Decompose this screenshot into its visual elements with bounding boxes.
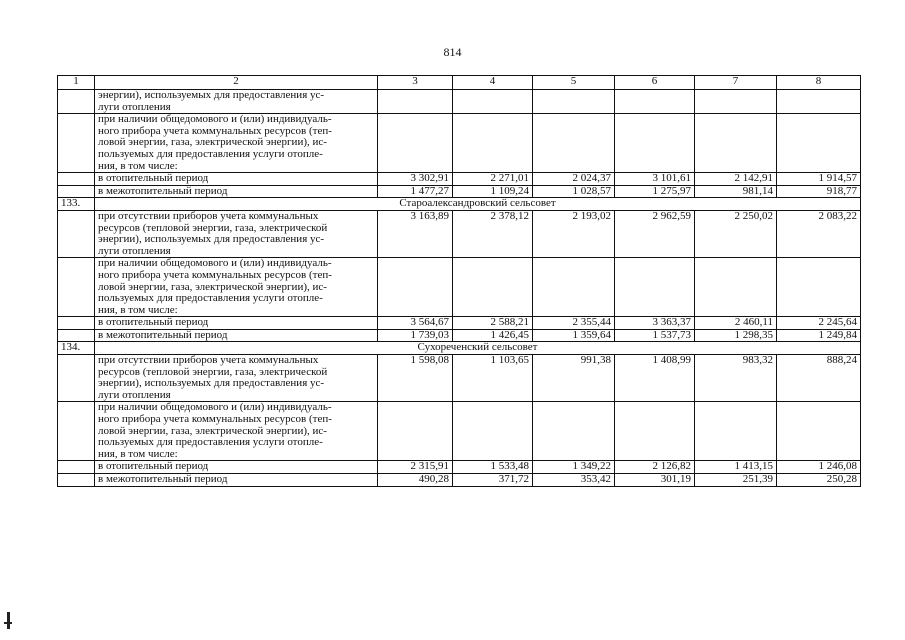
value-cell: 888,24	[777, 355, 861, 402]
value-cell: 1 109,24	[453, 185, 533, 198]
value-cell: 1 359,64	[533, 329, 615, 342]
row-description	[95, 402, 378, 461]
value-cell: 991,38	[533, 355, 615, 402]
description-line: энергии), используемых для предоставления ус-	[98, 89, 325, 101]
description-line: ловой энергии, газа, электрической энергии), ис-	[98, 280, 327, 293]
value-cell	[695, 402, 777, 461]
description-line: пользуемых для предоставления услуги отопле-	[98, 147, 323, 160]
description-line: луги отопления	[98, 244, 171, 257]
value-cell: 2 024,37	[533, 173, 615, 186]
row-description	[95, 173, 378, 186]
table-row	[58, 355, 861, 402]
value-cell: 3 564,67	[378, 317, 453, 330]
table-row	[58, 474, 861, 487]
row-index-cell	[58, 185, 95, 198]
value-cell	[615, 90, 695, 114]
value-cell	[378, 258, 453, 317]
value-cell	[615, 402, 695, 461]
value-cell	[615, 114, 695, 173]
row-index-cell	[58, 461, 95, 474]
value-cell	[453, 90, 533, 114]
row-description	[95, 185, 378, 198]
value-cell	[533, 402, 615, 461]
value-cell	[453, 402, 533, 461]
value-cell	[695, 258, 777, 317]
description-line: ловой энергии, газа, электрической энергии), ис-	[98, 136, 327, 149]
scan-edge-tick	[4, 622, 12, 624]
value-cell: 2 378,12	[453, 210, 533, 257]
value-cell	[695, 90, 777, 114]
column-header: 1	[58, 76, 95, 90]
row-description	[95, 329, 378, 342]
description-line: ного прибора учета коммунальных ресурсов (теп-	[98, 124, 332, 137]
value-cell: 983,32	[695, 355, 777, 402]
value-cell: 2 315,91	[378, 461, 453, 474]
row-index-cell	[58, 355, 95, 402]
value-cell: 371,72	[453, 474, 533, 487]
description-line: луги отопления	[98, 100, 171, 113]
section-row	[58, 198, 861, 211]
row-index-cell	[58, 114, 95, 173]
section-title: Сухореченский сельсовет	[95, 342, 861, 355]
description-line: ния, в том числе:	[98, 303, 178, 316]
column-header-row	[58, 76, 861, 90]
value-cell	[615, 258, 695, 317]
table-row	[58, 114, 861, 173]
value-cell: 2 460,11	[695, 317, 777, 330]
value-cell: 250,28	[777, 474, 861, 487]
description-line: ния, в том числе:	[98, 159, 178, 172]
value-cell: 3 101,61	[615, 173, 695, 186]
value-cell: 2 126,82	[615, 461, 695, 474]
value-cell	[777, 402, 861, 461]
value-cell: 2 142,91	[695, 173, 777, 186]
value-cell	[777, 90, 861, 114]
row-description	[95, 114, 378, 173]
row-description	[95, 210, 378, 257]
row-description	[95, 258, 378, 317]
row-index-cell	[58, 173, 95, 186]
column-header: 8	[777, 76, 861, 90]
description-line: при наличии общедомового и (или) индивидуаль-	[98, 401, 332, 414]
value-cell	[453, 114, 533, 173]
column-header: 6	[615, 76, 695, 90]
description-line: луги отопления	[98, 388, 171, 401]
table-body	[58, 76, 861, 487]
column-header: 5	[533, 76, 615, 90]
table-row	[58, 329, 861, 342]
description-line: ловой энергии, газа, электрической энергии), ис-	[98, 424, 327, 437]
row-index-cell	[58, 474, 95, 487]
row-description	[95, 461, 378, 474]
description-line: пользуемых для предоставления услуги отопле-	[98, 292, 323, 305]
value-cell: 353,42	[533, 474, 615, 487]
value-cell: 3 363,37	[615, 317, 695, 330]
value-cell: 2 588,21	[453, 317, 533, 330]
description-line: в межотопительный период	[98, 329, 228, 341]
value-cell: 1 533,48	[453, 461, 533, 474]
value-cell: 1 426,45	[453, 329, 533, 342]
description-line: энергии), используемых для предоставления ус-	[98, 233, 325, 246]
value-cell: 1 408,99	[615, 355, 695, 402]
value-cell	[777, 258, 861, 317]
value-cell: 2 271,01	[453, 173, 533, 186]
value-cell: 3 163,89	[378, 210, 453, 257]
description-line: в отопительный период	[98, 316, 209, 329]
value-cell: 1 349,22	[533, 461, 615, 474]
description-line: при наличии общедомового и (или) индивидуаль-	[98, 113, 332, 126]
value-cell: 1 598,08	[378, 355, 453, 402]
description-line: ного прибора учета коммунальных ресурсов (теп-	[98, 413, 332, 426]
section-title: Староалександровский сельсовет	[95, 198, 861, 211]
value-cell: 3 302,91	[378, 173, 453, 186]
section-index: 134.	[58, 342, 95, 355]
description-line: при наличии общедомового и (или) индивидуаль-	[98, 257, 332, 270]
value-cell: 2 962,59	[615, 210, 695, 257]
description-line: пользуемых для предоставления услуги отопле-	[98, 436, 323, 449]
description-line: в межотопительный период	[98, 185, 228, 197]
value-cell	[777, 114, 861, 173]
row-description	[95, 90, 378, 114]
value-cell: 2 245,64	[777, 317, 861, 330]
value-cell: 490,28	[378, 474, 453, 487]
table-row	[58, 258, 861, 317]
column-header: 2	[95, 76, 378, 90]
table-row	[58, 402, 861, 461]
value-cell: 301,19	[615, 474, 695, 487]
table-row	[58, 185, 861, 198]
value-cell: 2 250,02	[695, 210, 777, 257]
value-cell	[533, 114, 615, 173]
row-index-cell	[58, 317, 95, 330]
description-line: при отсутствии приборов учета коммунальных	[98, 354, 319, 367]
value-cell: 2 193,02	[533, 210, 615, 257]
table-row	[58, 173, 861, 186]
value-cell	[378, 402, 453, 461]
value-cell	[378, 90, 453, 114]
row-description	[95, 355, 378, 402]
section-index: 133.	[58, 198, 95, 211]
description-line: ния, в том числе:	[98, 447, 178, 460]
scan-edge-mark	[7, 612, 10, 629]
value-cell: 918,77	[777, 185, 861, 198]
description-line: ресурсов (тепловой энергии, газа, электрической	[98, 365, 328, 378]
table-row	[58, 461, 861, 474]
description-line: в межотопительный период	[98, 473, 228, 485]
row-index-cell	[58, 402, 95, 461]
value-cell: 981,14	[695, 185, 777, 198]
row-index-cell	[58, 329, 95, 342]
table-row	[58, 210, 861, 257]
description-line: ного прибора учета коммунальных ресурсов (теп-	[98, 268, 332, 281]
section-row	[58, 342, 861, 355]
value-cell: 1 914,57	[777, 173, 861, 186]
value-cell: 1 298,35	[695, 329, 777, 342]
row-index-cell	[58, 90, 95, 114]
value-cell: 1 103,65	[453, 355, 533, 402]
description-line: в отопительный период	[98, 172, 209, 185]
value-cell: 1 477,27	[378, 185, 453, 198]
description-line: ресурсов (тепловой энергии, газа, электрической	[98, 221, 328, 234]
value-cell	[533, 90, 615, 114]
value-cell: 1 413,15	[695, 461, 777, 474]
page-number: 814	[443, 45, 462, 59]
description-line: в отопительный период	[98, 460, 209, 473]
row-index-cell	[58, 210, 95, 257]
value-cell	[453, 258, 533, 317]
value-cell: 1 275,97	[615, 185, 695, 198]
value-cell	[378, 114, 453, 173]
value-cell: 1 739,03	[378, 329, 453, 342]
value-cell: 251,39	[695, 474, 777, 487]
row-index-cell	[58, 258, 95, 317]
table-row	[58, 90, 861, 114]
value-cell: 2 355,44	[533, 317, 615, 330]
row-description	[95, 474, 378, 487]
value-cell: 1 246,08	[777, 461, 861, 474]
column-header: 7	[695, 76, 777, 90]
value-cell: 1 028,57	[533, 185, 615, 198]
table-row	[58, 317, 861, 330]
tariff-table	[57, 75, 861, 487]
value-cell: 2 083,22	[777, 210, 861, 257]
column-header: 3	[378, 76, 453, 90]
row-description	[95, 317, 378, 330]
value-cell	[695, 114, 777, 173]
description-line: при отсутствии приборов учета коммунальных	[98, 210, 319, 222]
value-cell: 1 537,73	[615, 329, 695, 342]
value-cell	[533, 258, 615, 317]
column-header: 4	[453, 76, 533, 90]
value-cell: 1 249,84	[777, 329, 861, 342]
description-line: энергии), используемых для предоставления ус-	[98, 377, 325, 390]
